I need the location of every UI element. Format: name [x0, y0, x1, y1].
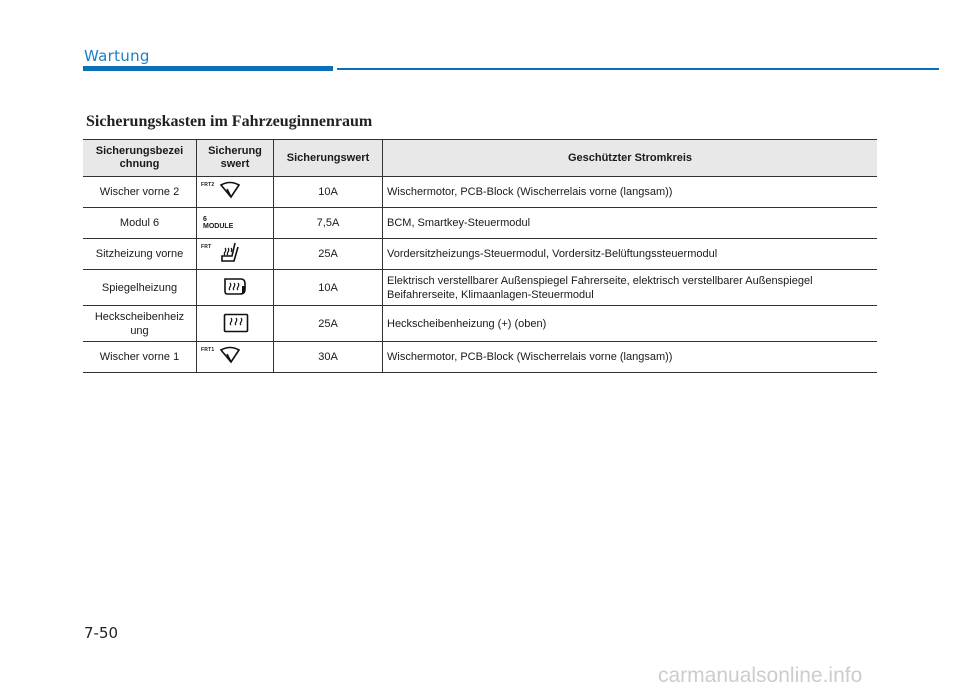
seat-heater-icon: [219, 242, 241, 264]
protected-circuit: BCM, Smartkey-Steuermodul: [383, 208, 878, 239]
section-title: Wartung: [84, 47, 150, 65]
protected-circuit: Heckscheibenheizung (+) (oben): [383, 306, 878, 342]
fuse-value: 10A: [274, 270, 383, 306]
wiper-icon: [219, 180, 241, 200]
table-row: [83, 306, 877, 342]
icon-tag: 6: [203, 216, 207, 223]
column-header-name: [83, 140, 197, 177]
fuse-value: 25A: [274, 239, 383, 270]
watermark: carmanualsonline.info: [658, 664, 863, 687]
table-row: [83, 177, 877, 208]
column-header-symbol: [197, 140, 274, 177]
circuit-line: Elektrisch verstellbarer Außenspiegel Fahrerseite, elektrisch verstellbarer Außenspiegel: [387, 274, 813, 287]
column-header-value: Sicherungswert: [274, 140, 383, 177]
module-icon: [201, 216, 269, 230]
icon-tag: FRT: [201, 244, 212, 250]
circuit-line: Beifahrerseite, Klimaanlagen-Steuermodul: [387, 288, 594, 301]
wiper-icon: [219, 345, 241, 365]
fuse-value: 7,5A: [274, 208, 383, 239]
fuse-symbol: [197, 306, 274, 342]
protected-circuit: Wischermotor, PCB-Block (Wischerrelais vorne (langsam)): [383, 342, 878, 373]
fuse-name: Modul 6: [83, 208, 197, 239]
fuse-symbol: [197, 270, 274, 306]
fuse-symbol: [197, 342, 274, 373]
fuse-name: Sitzheizung vorne: [83, 239, 197, 270]
mirror-heater-icon: [223, 276, 247, 298]
table-row: [83, 342, 877, 373]
table-row: [83, 208, 877, 239]
header-text: Sicherung: [208, 145, 262, 157]
protected-circuit: Wischermotor, PCB-Block (Wischerrelais vorne (langsam)): [383, 177, 878, 208]
fuse-table: [83, 139, 877, 373]
header-accent-bar: [83, 66, 333, 71]
icon-tag: FRT2: [201, 182, 215, 188]
name-line: ung: [130, 324, 149, 337]
header-rule: [337, 68, 939, 70]
fuse-name: Wischer vorne 1: [83, 342, 197, 373]
fuse-value: 10A: [274, 177, 383, 208]
protected-circuit: [383, 270, 878, 306]
table-row: [83, 270, 877, 306]
fuse-symbol: [197, 208, 274, 239]
name-line: Heckscheibenheiz: [94, 310, 185, 323]
table-row: [83, 239, 877, 270]
header-text: chnung: [119, 158, 160, 170]
header-text: swert: [220, 158, 250, 170]
fuse-symbol: [197, 239, 274, 270]
icon-tag: FRT1: [201, 347, 215, 353]
fuse-name: [83, 306, 197, 342]
table-header-row: [83, 140, 877, 177]
icon-label: MODULE: [203, 223, 234, 230]
header-text: Sicherungsbezei: [95, 145, 184, 157]
fuse-value: 25A: [274, 306, 383, 342]
page-heading: Sicherungskasten im Fahrzeuginnenraum: [86, 113, 373, 130]
fuse-name: Wischer vorne 2: [83, 177, 197, 208]
fuse-name: Spiegelheizung: [83, 270, 197, 306]
fuse-symbol: [197, 177, 274, 208]
fuse-value: 30A: [274, 342, 383, 373]
page-number: 7-50: [84, 624, 119, 642]
protected-circuit: Vordersitzheizungs-Steuermodul, Vordersitz-Belüftungssteuermodul: [383, 239, 878, 270]
column-header-circuit: Geschützter Stromkreis: [383, 140, 878, 177]
rear-defrost-icon: [223, 313, 249, 333]
